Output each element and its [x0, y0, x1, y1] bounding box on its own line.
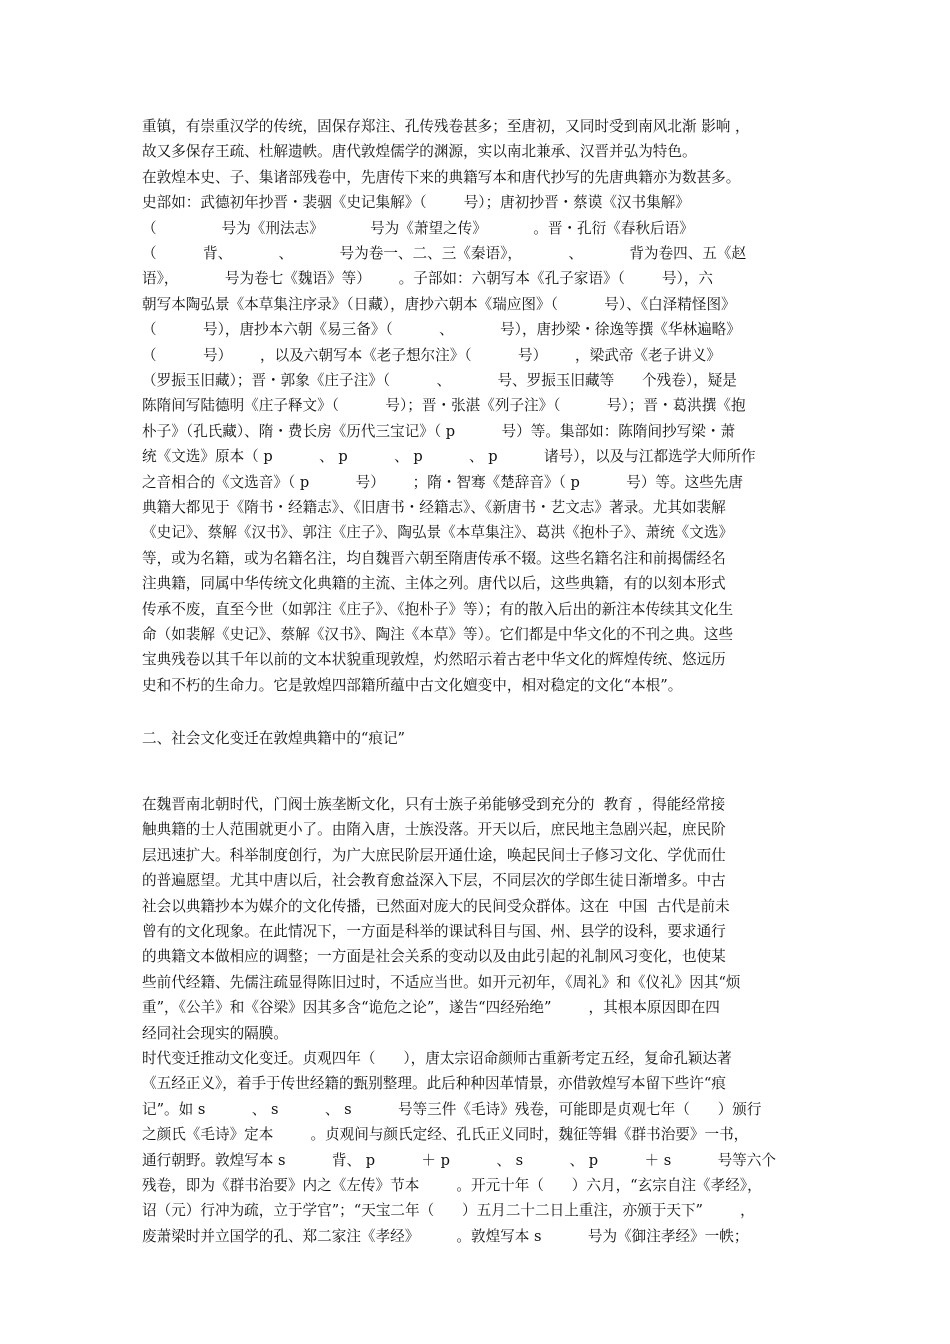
- text-line: 通行朝野。敦煌写本 s 背、 p ＋ p 、 s 、 p ＋ s 号等六个: [142, 1151, 776, 1169]
- text-line: 记”。如 s 、 s 、 s 号等三件《毛诗》残卷，可能即是贞观七年（ ）颁行: [142, 1100, 762, 1118]
- text-line: 些前代经籍、先儒注疏显得陈旧过时，不适应当世。如开元初年，《周礼》和《仪礼》因其“烦: [142, 973, 741, 991]
- text-line: 朝写本陶弘景《本草集注序录》（日藏），唐抄六朝本《瑞应图》（ 号）、《白泽精怪图》: [142, 295, 736, 313]
- text-line: 宝典残卷以其千年以前的文本状貌重现敦煌，灼然昭示着古老中华文化的辉煌传统、悠远历: [142, 651, 726, 669]
- text-line: 社会以典籍抄本为媒介的文化传播，已然面对庞大的民间受众群体。这在 中国 古代是前未: [142, 897, 730, 915]
- text-line: （ 背、 、 号为卷一、二、三《秦语》， 、 背为卷四、五《赵: [142, 245, 747, 262]
- text-line: 朴子》（孔氏藏）、隋・费长房《历代三宝记》（ p 号）等。集部如：陈隋间抄写梁・萧: [142, 422, 736, 440]
- text-line: 在魏晋南北朝时代，门阀士族垄断文化，只有士族子弟能够受到充分的 教育 ，得能经常接: [142, 796, 726, 813]
- text-line: 重”，《公羊》和《谷梁》因其多含“诡危之论”，遂告“四经殆绝” ，其根本原因即在四: [142, 999, 720, 1017]
- text-line: 等，或为名籍，或为名籍名注，均自魏晋六朝至隋唐传承不辍。这些名籍名注和前揭儒经名: [142, 549, 726, 567]
- text-line: 史部如：武德初年抄晋・裴骃《史记集解》（ 号）；唐初抄晋・蔡谟《汉书集解》: [142, 194, 690, 212]
- text-line: 传承不废，直至今世（如郭注《庄子》、《抱朴子》等）；有的散入后出的新注本传续其文化生: [142, 600, 734, 618]
- text-line: 统《文选》原本（ p 、 p 、 p 、 p 诸号），以及与江都选学大师所作: [142, 448, 756, 466]
- text-line: 的普遍愿望。尤其中唐以后，社会教育愈益深入下层，不同层次的学郎生徒日渐增多。中古: [142, 872, 726, 890]
- text-line: 《史记》、蔡解《汉书》、郭注《庄子》、陶弘景《本草集注》、葛洪《抱朴子》、萧统《文选》: [142, 524, 734, 542]
- text-line: 触典籍的士人范围就更小了。由隋入唐，士族没落。开天以后，庶民地主急剧兴起，庶民阶: [142, 821, 726, 839]
- text-line: 《五经正义》，着手于传世经籍的甄别整理。此后种种因革情景，亦借敦煌写本留下些许“痕: [142, 1075, 726, 1093]
- text-line: （罗振玉旧藏）；晋・郭象《庄子注》（ 、 号、罗振玉旧藏等 个残卷），疑是: [142, 372, 737, 389]
- text-line: 经同社会现实的隔膜。: [142, 1024, 288, 1042]
- text-line: 曾有的文化现象。在此情况下，一方面是科举的课试科目与国、州、县学的设科，要求通行: [142, 923, 726, 940]
- text-line: 注典籍，同属中华传统文化典籍的主流、主体之列。唐代以后，这些典籍，有的以刻本形式: [142, 575, 726, 593]
- text-line: （ 号为《刑法志》 号为《萧望之传》 。晋・孔衍《春秋后语》: [142, 219, 694, 237]
- text-line: 之音相合的《文选音》（ p 号） ；隋・智骞《楚辞音》（ p 号）等。这些先唐: [142, 473, 743, 491]
- text-line: 时代变迁推动文化变迁。贞观四年（ ），唐太宗诏命颜师古重新考定五经，复命孔颖达著: [142, 1050, 732, 1067]
- text-line: 故又多保存王疏、杜解遗帙。唐代敦煌儒学的渊源，实以南北兼承、汉晋并弘为特色。: [142, 143, 697, 161]
- text-line: 典籍大都见于《隋书・经籍志》、《旧唐书・经籍志》、《新唐书・艺文志》著录。尤其如裴解: [142, 499, 726, 516]
- text-line: 层迅速扩大。科举制度创行，为广大庶民阶层开通仕途，唤起民间士子修习文化、学优而仕: [142, 846, 726, 864]
- section-heading: 二、社会文化变迁在敦煌典籍中的“痕记”: [142, 730, 406, 747]
- text-line: 废萧梁时并立国学的孔、郑二家注《孝经》 。敦煌写本 s 号为《御注孝经》一帙；: [142, 1227, 749, 1245]
- text-line: 史和不朽的生命力。它是敦煌四部籍所蕴中古文化嬗变中，相对稳定的文化“本根”。: [142, 676, 683, 694]
- text-line: 重镇，有崇重汉学的传统，固保存郑注、孔传残卷甚多；至唐初，又同时受到南风北渐 影响 ，: [142, 118, 750, 135]
- text-line: 之颜氏《毛诗》定本 。贞观间与颜氏定经、孔氏正义同时，魏征等辑《群书治要》一书，: [142, 1126, 749, 1144]
- text-line: 陈隋间写陆德明《庄子释文》（ 号）；晋・张湛《列子注》（ 号）；晋・葛洪撰《抱: [142, 397, 746, 415]
- text-line: 的典籍文本做相应的调整；一方面是社会关系的变动以及由此引起的礼制风习变化，也使某: [142, 948, 726, 966]
- text-line: 诏（元）行冲为疏，立于学官”；“天宝二年（ ）五月二十二日上重注，亦颁于天下” ，: [142, 1202, 755, 1220]
- text-line: 残卷，即为《群书治要》内之《左传》节本 。开元十年（ ）六月，“玄宗自注《孝经》，: [142, 1177, 762, 1194]
- text-line: （ 号），唐抄本六朝《易三备》（ 、 号），唐抄梁・徐逸等撰《华林遍略》: [142, 321, 741, 339]
- text-line: 语》， 号为卷七《魏语》等） 。子部如：六朝写本《孔子家语》（ 号），六: [142, 270, 714, 288]
- text-line: 在敦煌本史、子、集诸部残卷中，先唐传下来的典籍写本和唐代抄写的先唐典籍亦为数甚多。: [142, 168, 741, 186]
- text-line: （ 号） ，以及六朝写本《老子想尔注》（ 号） ，梁武帝《老子讲义》: [142, 346, 721, 364]
- text-line: 命（如裴解《史记》、蔡解《汉书》、陶注《本草》等）。它们都是中华文化的不刊之典。这些: [142, 626, 734, 643]
